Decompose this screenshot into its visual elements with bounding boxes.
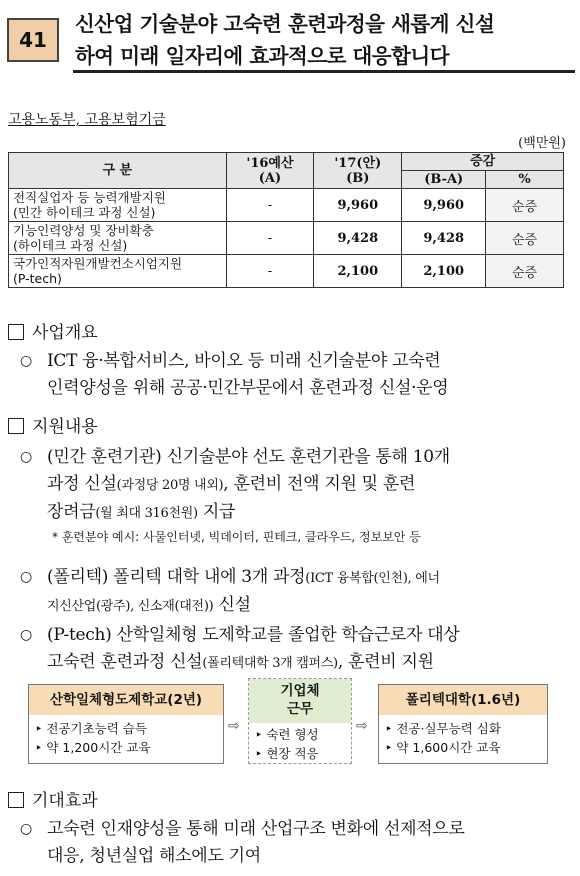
flow-arrow-icon: ⇨ bbox=[356, 718, 368, 734]
section-support: 지원내용 bbox=[8, 412, 98, 437]
checkbox-square-icon bbox=[8, 792, 24, 808]
agency-label: 고용노동부, 고용보험기금 bbox=[8, 112, 166, 128]
row-pct: 순증 bbox=[486, 189, 564, 222]
row-item: 전직실업자 등 능력개발지원 (민간 하이테크 과정 신설) bbox=[9, 189, 227, 222]
row-2016: - bbox=[226, 189, 314, 222]
overview-bullet: ○ ICT 융·복합서비스, 바이오 등 미래 신기술분야 고숙련 인력양성을 위해 공공·민간부문에서 훈련과정 신설·운영 bbox=[20, 348, 570, 402]
effect-bullet: ○ 고숙련 인재양성을 통해 미래 산업구조 변화에 선제적으로 대응, 청년실업 해소에도 기여 bbox=[20, 816, 570, 870]
header-diff-sub: (B-A) bbox=[402, 171, 486, 189]
section-effect: 기대효과 bbox=[8, 786, 98, 811]
title-line-2: 하여 미래 일자리에 효과적으로 대응합니다 bbox=[75, 44, 450, 68]
title-line-1: 신산업 기술분야 고숙련 훈련과정을 새롭게 신설 bbox=[75, 12, 495, 36]
training-field-note: * 훈련분야 예시: 사물인터넷, 빅데이터, 핀테크, 클라우드, 정보보안 등 bbox=[52, 530, 421, 544]
header-item: 구 분 bbox=[9, 153, 227, 189]
circle-bullet-icon: ○ bbox=[20, 449, 32, 465]
header-diff: 증감 bbox=[402, 153, 564, 171]
header-2016: '16예산 (A) bbox=[226, 153, 314, 189]
circle-bullet-icon: ○ bbox=[20, 569, 32, 585]
table-header-row bbox=[9, 153, 564, 171]
circle-bullet-icon: ○ bbox=[20, 627, 32, 643]
page-title bbox=[75, 8, 573, 72]
row-item: 기능인력양성 및 장비확충 (하이테크 과정 신설) bbox=[9, 222, 227, 255]
row-diff: 9,428 bbox=[402, 222, 486, 255]
row-diff: 2,100 bbox=[402, 255, 486, 288]
circle-bullet-icon: ○ bbox=[20, 353, 32, 369]
header-pct: % bbox=[486, 171, 564, 189]
title-underline bbox=[73, 70, 575, 73]
row-pct: 순증 bbox=[486, 222, 564, 255]
row-2016: - bbox=[226, 255, 314, 288]
flow-arrow-icon: ⇨ bbox=[228, 718, 240, 734]
row-2017: 9,428 bbox=[314, 222, 402, 255]
section-overview: 사업개요 bbox=[8, 318, 98, 343]
budget-table bbox=[8, 152, 564, 288]
document-header bbox=[5, 4, 575, 74]
support-bullet-3: ○ (P-tech) 산학일체형 도제학교를 졸업한 학습근로자 대상 고숙련 훈련과정 신설(폴리텍대학 3개 캠퍼스), 훈련비 지원 bbox=[20, 622, 570, 677]
flow-box-apprentice-school: 산학일체형도제학교(2년) ‣ 전공기초능력 습득 ‣ 약 1,200시간 교육 bbox=[28, 684, 224, 764]
checkbox-square-icon bbox=[8, 418, 24, 434]
row-2016: - bbox=[226, 222, 314, 255]
checkbox-square-icon bbox=[8, 324, 24, 340]
table-row bbox=[9, 255, 564, 288]
circle-bullet-icon: ○ bbox=[20, 821, 32, 837]
item-number-badge: 41 bbox=[7, 18, 59, 62]
unit-label: (백만원) bbox=[518, 136, 566, 151]
flow-box-polytech: 폴리텍대학(1.6년) ‣ 전공·실무능력 심화 ‣ 약 1,600시간 교육 bbox=[378, 684, 548, 764]
row-2017: 2,100 bbox=[314, 255, 402, 288]
flow-box-company-work: 기업체 근무 ‣ 숙련 형성 ‣ 현장 적응 bbox=[248, 678, 352, 764]
support-bullet-2: ○ (폴리텍) 폴리텍 대학 내에 3개 과정(ICT 융복합(인천), 에너 지신산업(광주), 신소재(대전)) 신설 bbox=[20, 564, 570, 620]
table-row bbox=[9, 222, 564, 255]
training-flow-diagram bbox=[0, 678, 580, 768]
support-bullet-1: ○ (민간 훈련기관) 신기술분야 선도 훈련기관을 통해 10개 과정 신설(과정당 20명 내외), 훈련비 전액 지원 및 훈련 장려금(월 최대 316천원) 지급 bbox=[20, 444, 570, 527]
header-2017: '17(안) (B) bbox=[314, 153, 402, 189]
row-diff: 9,960 bbox=[402, 189, 486, 222]
row-item: 국가인적자원개발컨소시엄지원 (P-tech) bbox=[9, 255, 227, 288]
row-2017: 9,960 bbox=[314, 189, 402, 222]
table-row bbox=[9, 189, 564, 222]
row-pct: 순증 bbox=[486, 255, 564, 288]
